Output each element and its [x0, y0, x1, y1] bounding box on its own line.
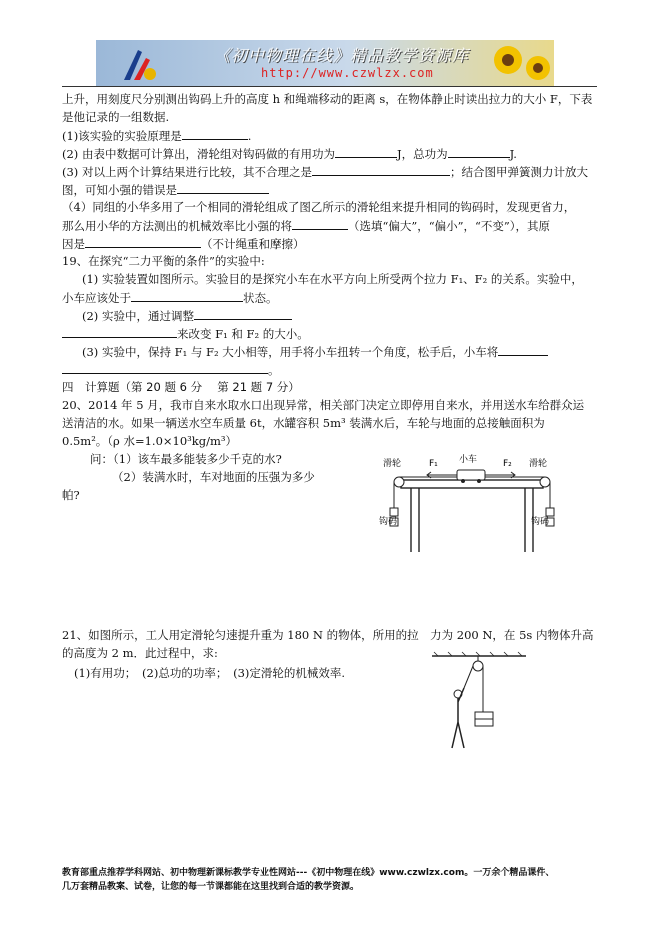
- footer-line: 几万套精品教案、试卷，让您的每一节课都能在这里找到合适的教学资源。: [62, 882, 360, 892]
- answer-blank[interactable]: [292, 217, 348, 230]
- text-line: 上升，用刻度尺分别测出钩码上升的高度 h 和绳端移动的距离 s，在物体静止时读出拉力的大小 F，下表: [62, 92, 593, 106]
- answer-blank[interactable]: [62, 325, 177, 338]
- answer-blank[interactable]: [448, 145, 510, 158]
- answer-blank[interactable]: [62, 361, 268, 374]
- banner-title: 《初中物理在线》精品教学资源库: [214, 46, 470, 65]
- problem-20-cont: 0.5m²。（ρ 水=1.0×10³kg/m³）: [62, 434, 237, 448]
- wheel-icon: [477, 479, 481, 483]
- question-4-cont: 因是 （不计绳重和摩擦）: [62, 237, 305, 251]
- problem-21-cont: 的高度为 2 m．此过程中，求:: [62, 646, 218, 660]
- question-4-cont: 那么用小华的方法测出的机械效率比小强的将 （选填“偏大”，“偏小”，“不变”），其原: [62, 219, 551, 233]
- table-top: [401, 480, 543, 488]
- pulley-icon: [394, 477, 404, 487]
- section-4-heading: 四 计算题（第 20 题 6 分 第 21 题 7 分）: [62, 380, 300, 394]
- right-weight-label: 钩码: [531, 517, 550, 527]
- answer-blank[interactable]: [131, 289, 243, 302]
- question-3-cont: 图，可知小强的错误是: [62, 181, 269, 198]
- header-banner: [96, 40, 554, 86]
- problem-20-cont: 送清洁的水。如果一辆送水空车质量 6t，水罐容积 5m³ 装满水后，车轮与地面的总接触面积为: [62, 416, 545, 430]
- answer-blank[interactable]: [85, 235, 201, 248]
- figure-fixed-pulley-worker: [428, 648, 538, 758]
- weight-icon: [546, 508, 554, 516]
- car-label: 小车: [459, 455, 478, 465]
- force-f2-label: F₂: [503, 459, 512, 469]
- force-f1-label: F₁: [429, 459, 438, 469]
- problem-20-q1: 问：（1）该车最多能装多少千克的水?: [90, 452, 282, 466]
- answer-blank[interactable]: [335, 145, 397, 158]
- answer-blank[interactable]: [312, 163, 450, 176]
- problem-20: 20、2014 年 5 月，我市自来水取水口出现异常，相关部门决定立即停用自来水，并用送水车给群众运: [62, 398, 585, 412]
- left-pulley-label: 滑轮: [383, 459, 402, 469]
- footer-line: 教育部重点推荐学科网站、初中物理新课标教学专业性网站---《初中物理在线》www.czwlzx.com。一万余个精品课件、: [62, 868, 555, 878]
- pulley-icon: [473, 661, 483, 671]
- weight-icon: [390, 508, 398, 516]
- problem-21: 21、如图所示，工人用定滑轮匀速提升重为 180 N 的物体，所用的拉 力为 200 N，在 5s 内物体升高: [62, 628, 594, 642]
- problem-19-1-cont: 小车应该处于 状态。: [62, 291, 278, 305]
- left-weight-label: 钩码: [379, 517, 398, 527]
- right-pulley-label: 滑轮: [529, 459, 548, 469]
- question-2: (2) 由表中数据可计算出，滑轮组对钩码做的有用功为 J，总功为 J.: [62, 147, 517, 161]
- text-line: 是他记录的一组数据.: [62, 110, 170, 124]
- figure-two-force-balance: [379, 446, 563, 554]
- problem-19-3: (3) 实验中，保持 F₁ 与 F₂ 大小相等，用手将小车扭转一个角度，松手后，小车将: [82, 343, 548, 360]
- wheel-icon: [461, 479, 465, 483]
- car-icon: [457, 470, 485, 480]
- question-4: （4）同组的小华多用了一个相同的滑轮组成了图乙所示的滑轮组来提升相同的钩码时，发现更省力，: [62, 200, 576, 214]
- sunflower-icon: [488, 40, 554, 86]
- answer-blank[interactable]: [177, 181, 269, 194]
- answer-blank[interactable]: [194, 307, 292, 320]
- problem-20-q2-cont: 帕?: [62, 488, 80, 502]
- problem-19-2-cont: 来改变 F₁ 和 F₂ 的大小。: [62, 325, 309, 342]
- answer-blank[interactable]: [182, 127, 248, 140]
- question-3: (3) 对以上两个计算结果进行比较，其不合理之是 ；结合图甲弹簧测力计放大: [62, 165, 588, 179]
- rope: [464, 666, 473, 688]
- problem-19-2: (2) 实验中，通过调整: [82, 307, 292, 324]
- problem-21-questions: (1)有用功； (2)总功的功率； (3)定滑轮的机械效率.: [74, 666, 346, 680]
- logo-icon: [116, 44, 160, 84]
- pulley-icon: [540, 477, 550, 487]
- problem-19-3-cont: 。: [62, 361, 280, 378]
- banner-url[interactable]: http://www.czwlzx.com: [261, 66, 434, 80]
- problem-19-1: (1) 实验装置如图所示。实验目的是探究小车在水平方向上所受两个拉力 F₁、F₂ 的关系。实验中，: [82, 272, 583, 286]
- header-rule: [62, 86, 597, 87]
- answer-blank[interactable]: [498, 343, 548, 356]
- problem-20-q2: （2）装满水时，车对地面的压强为多少: [112, 470, 315, 484]
- question-1: (1)该实验的实验原理是 .: [62, 129, 252, 143]
- problem-19-title: 19、在探究“二力平衡的条件”的实验中:: [62, 254, 265, 268]
- page-footer: [62, 866, 602, 894]
